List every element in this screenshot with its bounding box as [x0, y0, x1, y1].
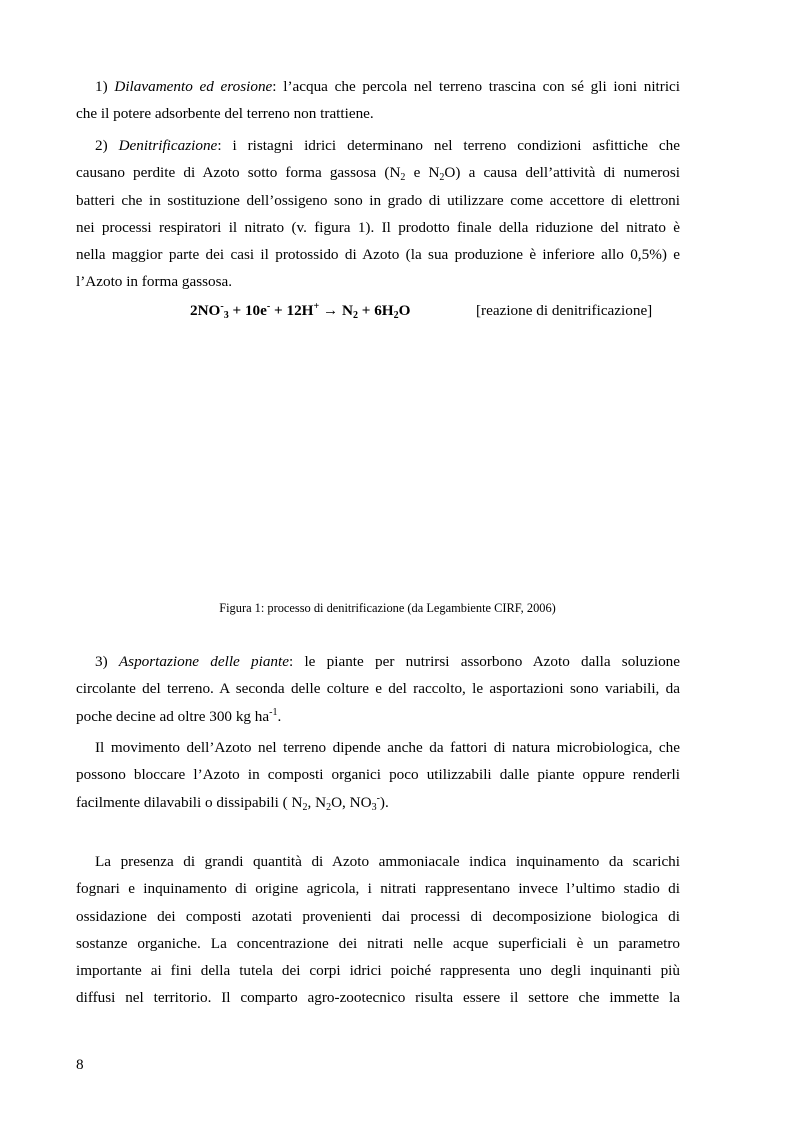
item-term: Dilavamento ed erosione — [114, 78, 273, 95]
subscript: 2 — [326, 801, 332, 813]
text-span: Il movimento dell’Azoto nel terreno dipende anche da fattori di natura microbiologica, che — [95, 739, 680, 756]
denitrification-equation — [190, 300, 653, 322]
superscript: -1 — [269, 706, 278, 718]
text-line: ossidazione dei composti azotati provenienti dai processi di decomposizione biologica di — [76, 907, 680, 925]
paragraph-denitrificazione — [76, 132, 680, 296]
equation-formula — [190, 302, 410, 319]
paragraph-azoto-ammoniacale — [76, 848, 680, 1012]
figure-caption: Figura 1: processo di denitrificazione (da Legambiente CIRF, 2006) — [219, 601, 556, 615]
paragraph-dilavamento — [76, 73, 680, 128]
text-span: ). — [379, 793, 389, 811]
page-number: 8 — [76, 1056, 84, 1073]
text-line: nei processi respiratori il nitrato (v. figura 1). Il prodotto finale della riduzione del nitrato è — [76, 218, 680, 236]
text-span: causano perdite di Azoto sotto forma gassosa (N — [76, 164, 401, 182]
superscript: + — [313, 301, 320, 312]
eq-part: + 12H — [270, 302, 314, 319]
text-span: . — [277, 707, 282, 725]
subscript: 2 — [302, 801, 308, 813]
superscript: - — [220, 301, 224, 312]
text-span: e N — [405, 164, 440, 182]
text-line: nella maggior parte dei casi il protossido di Azoto (la sua produzione è inferiore allo 0,5%) e — [76, 246, 680, 264]
text-span: : le piante per nutrirsi assorbono Azoto dalla soluzione — [289, 653, 681, 670]
subscript: 2 — [352, 310, 358, 321]
text-line: fognari e inquinamento di origine agricola, i nitrati rappresentano invece l’ultimo stadio di — [76, 880, 680, 898]
item-term: Denitrificazione — [118, 137, 218, 154]
eq-part: + 10e — [228, 302, 267, 319]
text-span: : l’acqua che percola nel terreno trascina con sé gli ioni nitrici — [272, 78, 680, 95]
item-number: 1) — [95, 78, 108, 95]
item-number: 2) — [95, 137, 108, 154]
text-span: facilmente dilavabili o dissipabili ( N — [76, 793, 303, 811]
eq-part: → N — [319, 302, 353, 319]
item-term: Asportazione delle piante — [118, 653, 289, 670]
eq-part: O — [398, 302, 411, 319]
text-line: importante ai fini della tutela dei corpi idrici poiché rappresenta uno degli inquinanti più — [76, 962, 680, 980]
text-span: La presenza di grandi quantità di Azoto ammoniacale indica inquinamento da scarichi — [95, 853, 680, 870]
paragraph-movimento-azoto — [76, 734, 680, 816]
text-span: O, NO — [331, 793, 372, 811]
text-span: poche decine ad oltre 300 kg ha — [76, 707, 270, 725]
subscript: 3 — [223, 310, 229, 321]
superscript: - — [376, 792, 380, 804]
text-line: che il potere adsorbente del terreno non trattiene. — [76, 105, 374, 123]
figure-1-area — [76, 335, 680, 585]
text-line: batteri che in sostituzione dell’ossigeno sono in grado di utilizzare come accettore di elettroni — [76, 191, 680, 209]
subscript: 2 — [400, 172, 406, 184]
equation-label: [reazione di denitrificazione] — [476, 302, 653, 319]
text-line: diffusi nel territorio. Il comparto agro-zootecnico risulta essere il settore che immette la — [76, 989, 680, 1007]
subscript: 3 — [371, 801, 377, 813]
superscript: - — [266, 301, 271, 312]
eq-part: 2NO — [190, 302, 221, 319]
eq-part: + 6H — [357, 302, 394, 319]
text-line: l’Azoto in forma gassosa. — [76, 273, 233, 291]
item-number: 3) — [95, 653, 108, 670]
subscript: 2 — [393, 310, 399, 321]
text-line: possono bloccare l’Azoto in composti organici poco utilizzabili dalle piante oppure renderli — [76, 766, 680, 784]
paragraph-asportazione — [76, 648, 680, 730]
text-line: sostanze organiche. La concentrazione dei nitrati nelle acque superficiali è un parametro — [76, 934, 680, 952]
text-span: , N — [307, 793, 327, 811]
text-line: circolante del terreno. A seconda delle colture e del raccolto, le asportazioni sono variabili, da — [76, 680, 680, 698]
subscript: 2 — [439, 172, 445, 184]
text-span: : i ristagni idrici determinano nel terreno condizioni asfittiche che — [217, 137, 681, 154]
text-span: O) a causa dell’attività di numerosi — [444, 164, 680, 182]
